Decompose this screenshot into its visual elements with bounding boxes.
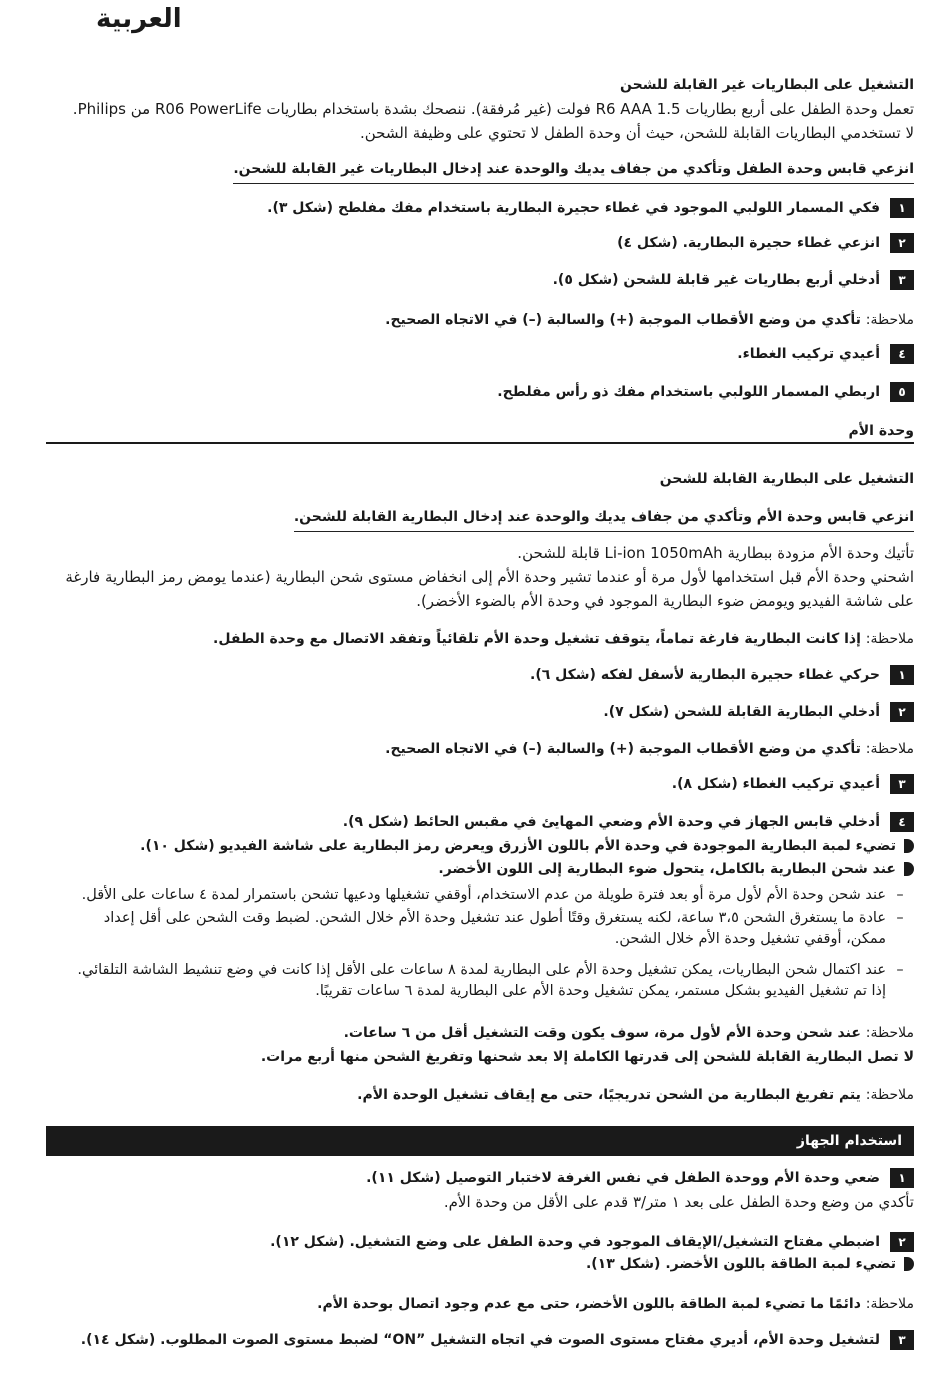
parent-dash-2: –عادة ما يستغرق الشحن ٣،٥ ساعة، لكنه يستغرق وقتًا أطول عند تشغيل وحدة الأم خلال الشحن. لضبط وقت الشحن على أقل إعداد ممكن، أوقفي تشغيل وحدة الأم خلال الشحن.	[104, 908, 914, 950]
note-text: يتم تفريغ البطارية من الشحن تدريجيًا، حتى مع إيقاف تشغيل الوحدة الأم.	[357, 1087, 861, 1103]
parent-note-3	[34, 1022, 914, 1044]
parent-step-1	[530, 665, 914, 685]
note-label: ملاحظة:	[865, 631, 914, 647]
parent-bullet-1	[140, 838, 914, 854]
baby-step-5	[497, 382, 914, 402]
step-number: ٣	[890, 774, 914, 794]
dash-text-cont: إذا تم تشغيل الفيديو بشكل مستمر، يمكن تشغيل وحدة الأم على البطارية لمدة ٦ ساعات تقريبًا.	[315, 983, 886, 999]
section-divider	[46, 442, 914, 444]
parent-dash-3: –عند اكتمال شحن البطاريات، يمكن تشغيل وحدة الأم على البطارية لمدة ٨ ساعات على الأقل إذا كانت في وضع تنشيط الشاشة التلقائي. إذا تم تشغيل الفيديو بشكل مستمر، يمكن تشغيل وحدة الأم على البطارية لمدة ٦ ساعات تقريبًا.	[77, 960, 914, 1002]
note-text: إذا كانت البطارية فارغة تماماً، يتوقف تشغيل وحدة الأم تلقائياً وتفقد الاتصال مع وحدة الطفل.	[213, 631, 861, 647]
note-label: ملاحظة:	[865, 1087, 914, 1103]
step-number: ٣	[890, 1330, 914, 1350]
bullet-text: تضيء لمبة البطارية الموجودة في وحدة الأم باللون الأزرق ويعرض رمز البطارية على شاشة الفيديو (شكل ١٠).	[140, 838, 896, 854]
parent-note-2	[34, 738, 914, 760]
bullet-text: عند شحن البطارية بالكامل، يتحول ضوء البطارية إلى اللون الأخضر.	[438, 861, 896, 877]
baby-unit-section-title: التشغيل على البطاريات غير القابلة للشحن	[620, 77, 914, 93]
step-text: ضعي وحدة الأم ووحدة الطفل في نفس الغرفة لاختبار التوصيل (شكل ١١).	[366, 1170, 880, 1186]
baby-step-4	[737, 344, 914, 364]
dash-text: عند شحن وحدة الأم لأول مرة أو بعد فترة طويلة من عدم الاستخدام، أوقفي تشغيلها ودعيها تشحن باستمرار لمدة ٤ ساعات على الأقل.	[81, 887, 886, 903]
step-number: ٢	[890, 233, 914, 253]
step-text: اربطي المسمار اللولبي باستخدام مفك ذو رأس مفلطح.	[497, 384, 880, 400]
using-bullet	[586, 1256, 914, 1272]
step-number: ٤	[890, 344, 914, 364]
baby-step-1	[267, 198, 914, 218]
step-number: ١	[890, 665, 914, 685]
parent-step-2	[603, 702, 914, 722]
step-text: لتشغيل وحدة الأم، أديري مفتاح مستوى الصوت في اتجاه التشغيل ”ON“ لضبط مستوى الصوت المطلوب. (شكل ١٤).	[80, 1332, 880, 1348]
section-bar-using: استخدام الجهاز	[46, 1126, 914, 1156]
dash-text: عند اكتمال شحن البطاريات، يمكن تشغيل وحدة الأم على البطارية لمدة ٨ ساعات على الأقل إذا كانت في وضع تنشيط الشاشة التلقائي.	[77, 962, 886, 978]
parent-step-4	[343, 812, 914, 832]
parent-step-3	[672, 774, 914, 794]
note-label: ملاحظة:	[865, 741, 914, 757]
baby-step-2	[617, 233, 914, 253]
parent-unit-warning: انزعي قابس وحدة الأم وتأكدي من جفاف يديك والوحدة عند إدخال البطارية القابلة للشحن.	[34, 506, 914, 532]
step-text: اضبطي مفتاح التشغيل/الإيقاف الموجود في وحدة الطفل على وضع التشغيل. (شكل ١٢).	[270, 1234, 880, 1250]
dash-text-cont: ممكن، أوقفي تشغيل وحدة الأم خلال الشحن.	[614, 931, 886, 947]
step-text: انزعي غطاء حجيرة البطارية. (شكل ٤)	[617, 235, 880, 251]
parent-unit-title: وحدة الأم	[848, 423, 914, 439]
step-text: حركي غطاء حجيرة البطارية لأسفل لفكه (شكل ٦).	[530, 667, 880, 683]
parent-para-line2: اشحني وحدة الأم قبل استخدامها لأول مرة أو عندما تشير وحدة الأم إلى انخفاض مستوى شحن البطارية (عندما يومض رمز البطارية فارغة	[65, 568, 914, 586]
baby-step-3	[553, 270, 914, 290]
parent-note-4	[34, 1084, 914, 1106]
using-step-2	[270, 1232, 914, 1252]
bullet-marker	[904, 839, 914, 853]
bullet-marker	[904, 862, 914, 876]
using-step-3	[81, 1330, 914, 1350]
parent-unit-section-title: التشغيل على البطارية القابلة للشحن	[659, 471, 914, 487]
step-number: ٢	[890, 1232, 914, 1252]
baby-note	[34, 309, 914, 331]
using-step-1-sub: تأكدي من وضع وحدة الطفل على بعد ١ متر/٣ قدم على الأقل من وحدة الأم.	[443, 1193, 914, 1211]
note-label: ملاحظة:	[865, 1296, 914, 1312]
step-text: أدخلي أربع بطاريات غير قابلة للشحن (شكل ٥).	[552, 272, 880, 288]
step-text: فكي المسمار اللولبي الموجود في غطاء حجيرة البطارية باستخدام مفك مفلطح (شكل ٣).	[267, 200, 880, 216]
note-text: دائمًا ما تضيء لمبة الطاقة باللون الأخضر، حتى مع عدم وجود اتصال بوحدة الأم.	[317, 1296, 861, 1312]
note-label: ملاحظة:	[865, 1025, 914, 1041]
baby-unit-warning: انزعي قابس وحدة الطفل وتأكدي من جفاف يديك والوحدة عند إدخال البطاريات غير القابلة للشحن.	[34, 158, 914, 184]
step-number: ١	[890, 198, 914, 218]
step-number: ٢	[890, 702, 914, 722]
step-text: أعيدي تركيب الغطاء (شكل ٨).	[671, 776, 880, 792]
language-title: العربية	[96, 4, 182, 34]
bullet-text: تضيء لمبة الطاقة باللون الأخضر. (شكل ١٣).	[585, 1256, 896, 1272]
step-number: ٥	[890, 382, 914, 402]
parent-para-line1: تأتيك وحدة الأم مزودة ببطارية Li-ion 1050mAh قابلة للشحن.	[517, 544, 914, 562]
note-label: ملاحظة:	[865, 312, 914, 328]
parent-bullet-2	[438, 861, 914, 877]
step-text: أدخلي قابس الجهاز في وحدة الأم وضعي المهايئ في مقبس الحائط (شكل ٩).	[342, 814, 880, 830]
using-note	[34, 1293, 914, 1315]
parent-para-line3: على شاشة الفيديو ويومض ضوء البطارية الموجود في وحدة الأم بالضوء الأخضر).	[416, 592, 914, 610]
step-text: أعيدي تركيب الغطاء.	[737, 346, 880, 362]
parent-note-3-line2: لا تصل البطارية القابلة للشحن إلى قدرتها الكاملة إلا بعد شحنها وتفريغ الشحن منها أربع مرات.	[260, 1049, 914, 1065]
baby-unit-para-line1: تعمل وحدة الطفل على أربع بطاريات R6 AAA 1.5 فولت (غير مُرفقة). ننصحك بشدة باستخدام بطاريات R06 PowerLife من Philips.	[72, 100, 914, 118]
step-number: ٣	[890, 270, 914, 290]
step-number: ٤	[890, 812, 914, 832]
dash-text: عادة ما يستغرق الشحن ٣،٥ ساعة، لكنه يستغرق وقتًا أطول عند تشغيل وحدة الأم خلال الشحن. لضبط وقت الشحن على أقل إعداد	[103, 910, 886, 926]
step-text: أدخلي البطارية القابلة للشحن (شكل ٧).	[603, 704, 880, 720]
using-step-1	[366, 1168, 914, 1188]
note-text: تأكدي من وضع الأقطاب الموجبة (+) والسالبة (–) في الاتجاه الصحيح.	[385, 741, 861, 757]
bullet-marker	[904, 1257, 914, 1271]
parent-dash-1: –عند شحن وحدة الأم لأول مرة أو بعد فترة طويلة من عدم الاستخدام، أوقفي تشغيلها ودعيها تشحن باستمرار لمدة ٤ ساعات على الأقل.	[81, 887, 904, 903]
parent-note-1	[34, 628, 914, 650]
step-number: ١	[890, 1168, 914, 1188]
note-text: عند شحن وحدة الأم لأول مرة، سوف يكون وقت التشغيل أقل من ٦ ساعات.	[343, 1025, 861, 1041]
baby-unit-para-line2: لا تستخدمي البطاريات القابلة للشحن، حيث أن وحدة الطفل لا تحتوي على وظيفة الشحن.	[359, 124, 914, 142]
note-text: تأكدي من وضع الأقطاب الموجبة (+) والسالبة (–) في الاتجاه الصحيح.	[385, 312, 861, 328]
